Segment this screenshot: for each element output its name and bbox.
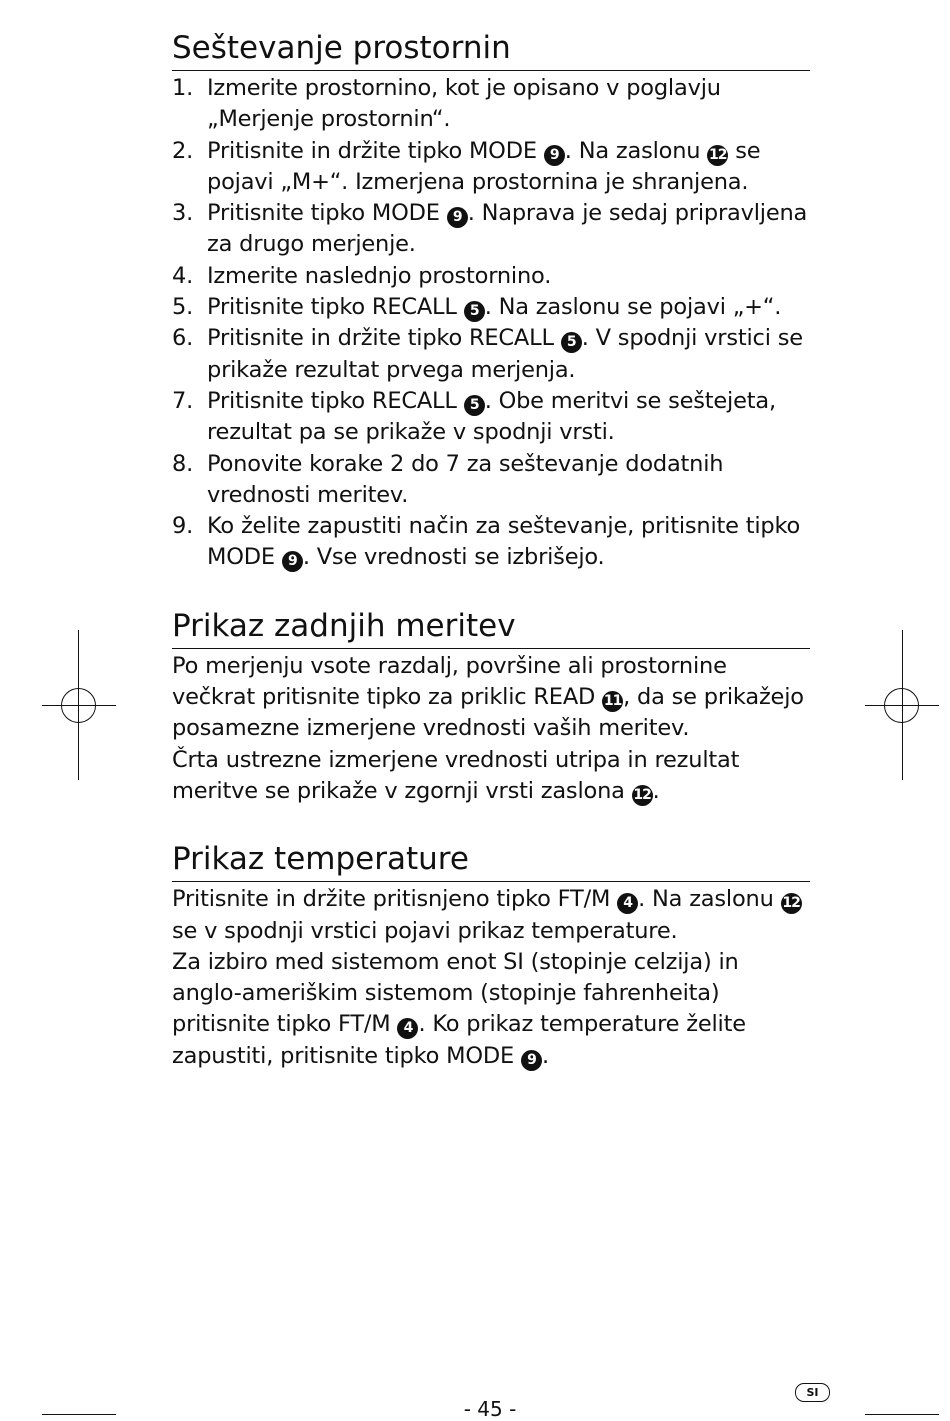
text-run: Pritisnite tipko RECALL [207, 294, 464, 321]
text-run: . Na zaslonu se pojavi „+“. [484, 294, 782, 321]
list-item-number: 9. [172, 513, 194, 540]
text-run: Za izbiro med sistemom enot SI (stopinje celzija) in anglo-ameriškim sistemom (stopinje fahrenheita) pritisnite tipko FT/M [172, 948, 739, 1038]
list-item-number: 4. [172, 262, 194, 289]
paragraph [172, 745, 810, 808]
list-item-number: 5. [172, 294, 194, 321]
paragraph [172, 947, 810, 1072]
language-badge: SI [795, 1383, 830, 1402]
key-number-badge: 9 [521, 1050, 542, 1071]
key-number-badge: 9 [544, 145, 565, 166]
list-item [172, 386, 810, 449]
text-run: . Na zaslonu [564, 137, 708, 164]
list-item-number: 7. [172, 387, 194, 414]
text-run: Izmerite prostornino, kot je opisano v poglavju „Merjenje prostornin“. [207, 75, 721, 133]
list-item-number: 8. [172, 450, 194, 477]
key-number-badge: 12 [632, 785, 653, 806]
section-heading: Prikaz zadnjih meritev [172, 604, 810, 649]
text-run: . Vse vrednosti se izbrišejo. [302, 544, 605, 571]
text-run: , da se prikažejo posamezne izmerjene vrednosti vaših meritev. [172, 684, 804, 742]
text-run: Po merjenju vsote razdalj, površine ali prostornine večkrat pritisnite tipko za priklic READ [172, 652, 727, 711]
list-item [172, 136, 810, 199]
key-number-badge: 5 [561, 332, 582, 353]
text-run: . [652, 777, 660, 804]
section-heading: Prikaz temperature [172, 837, 810, 882]
text-run: Izmerite naslednjo prostornino. [207, 262, 552, 289]
key-number-badge: 5 [464, 395, 485, 416]
text-run: Ko želite zapustiti način za seštevanje, pritisnite tipko MODE [207, 513, 801, 571]
list-item [172, 73, 810, 136]
key-number-badge: 12 [781, 893, 802, 914]
text-run: . Obe meritvi se seštejeta, rezultat pa se prikaže v spodnji vrsti. [207, 387, 776, 446]
text-run: Pritisnite in držite pritisnjeno tipko FT/M [172, 886, 618, 913]
page-content [172, 26, 810, 1102]
key-number-badge: 9 [282, 551, 303, 572]
key-number-badge: 4 [617, 893, 638, 914]
text-run: Pritisnite tipko MODE [207, 200, 447, 227]
text-run: se pojavi „M+“. Izmerjena prostornina je shranjena. [207, 137, 761, 195]
list-item [172, 261, 810, 292]
section-heading: Seštevanje prostornin [172, 26, 810, 71]
text-run: . Ko prikaz temperature želite zapustiti, pritisnite tipko MODE [172, 1011, 746, 1069]
key-number-badge: 5 [464, 301, 485, 322]
list-item-number: 6. [172, 325, 194, 352]
text-run: Pritisnite in držite tipko MODE [207, 137, 544, 164]
list-item-number: 1. [172, 75, 194, 101]
page-number: - 45 - [463, 1397, 517, 1421]
key-number-badge: 12 [707, 145, 728, 166]
text-run: Pritisnite in držite tipko RECALL [207, 325, 561, 352]
text-run: . Naprava je sedaj pripravljena za drugo merjenje. [207, 200, 808, 258]
section-sestevanje [172, 26, 810, 574]
text-run: se v spodnji vrstici pojavi prikaz temperature. [172, 917, 678, 944]
paragraph [172, 884, 810, 947]
list-item [172, 449, 810, 512]
section-prikaz-zadnjih [172, 604, 810, 807]
list-item [172, 323, 810, 386]
text-run: . [541, 1042, 549, 1069]
list-item [172, 292, 810, 323]
list-item [172, 198, 810, 261]
key-number-badge: 11 [602, 691, 623, 712]
text-run: Črta ustrezne izmerjene vrednosti utripa in rezultat meritve se prikaže v zgornji vrsti zaslona [172, 746, 740, 804]
key-number-badge: 9 [447, 207, 468, 228]
steps-list [172, 73, 810, 574]
paragraph [172, 651, 810, 745]
text-run: Ponovite korake 2 do 7 za seštevanje dodatnih vrednosti meritev. [207, 450, 724, 508]
text-run: Pritisnite tipko RECALL [207, 387, 464, 414]
text-run: . V spodnji vrstici se prikaže rezultat prvega merjenja. [207, 325, 803, 383]
list-item [172, 511, 810, 574]
list-item-number: 3. [172, 200, 194, 227]
list-item-number: 2. [172, 137, 194, 164]
key-number-badge: 4 [397, 1018, 418, 1039]
text-run: . Na zaslonu [638, 886, 781, 913]
section-prikaz-temperature [172, 837, 810, 1072]
